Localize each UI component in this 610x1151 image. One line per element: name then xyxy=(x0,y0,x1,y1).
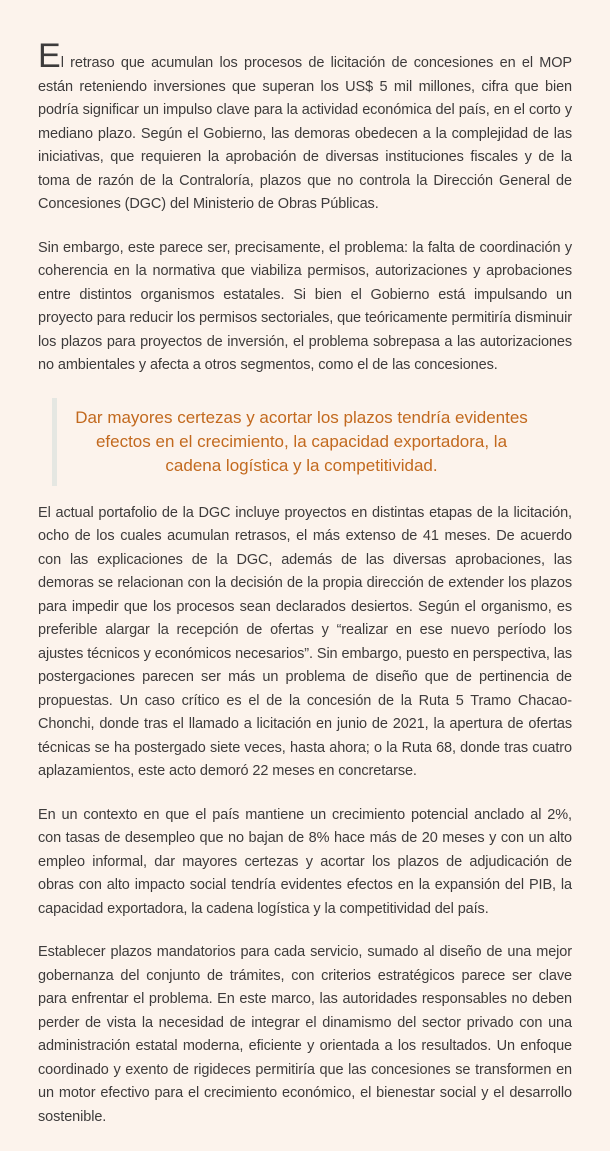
paragraph: Sin embargo, este parece ser, precisamente, el problema: la falta de coordinación y coherencia en la normativa que viabiliza permisos, autorizaciones y aprobaciones entre distintos organismos estatales. Si bien el Gobierno está impulsando un proyecto para reducir los permisos sectoriales, que teóricamente permitiría disminuir los plazos para proyectos de inversión, el problema sobrepasa a las autorizaciones no ambientales y afecta a otros segmentos, como el de las concesiones. xyxy=(38,239,572,373)
intro-paragraph-text: l retraso que acumulan los procesos de licitación de concesiones en el MOP están reteniendo inversiones que superan los US$ 5 mil millones, cifra que bien podría significar un impulso clave para la actividad económica del país, en el corto y mediano plazo. Según el Gobierno, las demoras obedecen a la complejidad de las iniciativas, que requieren la aprobación de diversas instituciones fiscales y de la toma de razón de la Contraloría, plazos que no controla la Dirección General de Concesiones (DGC) del Ministerio de Obras Públicas. xyxy=(38,55,572,212)
paragraph: El actual portafolio de la DGC incluye proyectos en distintas etapas de la licitación, ocho de los cuales acumulan retrasos, el más extenso de 41 meses. De acuerdo con las explicaciones de la DGC, además de las diversas aprobaciones, las demoras se relacionan con la decisión de la propia dirección de extender los plazos para impedir que los procesos sean declarados desiertos. Según el organismo, es preferible alargar la recepción de ofertas y “realizar en ese nuevo período los ajustes técnicos y económicos necesarios”. Sin embargo, puesto en perspectiva, las postergaciones parecen ser más un problema de diseño que de pertinencia de propuestas. Un caso crítico es el de la concesión de la Ruta 5 Tramo Chacao-Chonchi, donde tras el llamado a licitación en junio de 2021, la apertura de ofertas técnicas se ha postergado siete veces, hasta ahora; o la Ruta 68, donde tras cuatro aplazamientos, este acto demoró 22 meses en concretarse. xyxy=(38,504,572,779)
intro-paragraph xyxy=(38,37,572,217)
pull-quote xyxy=(52,398,552,486)
pull-quote-text: Dar mayores certezas y acortar los plazos tendría evidentes efectos en el crecimiento, la capacidad exportadora, la cadena logística y la competitividad. xyxy=(75,407,528,475)
paragraph: En un contexto en que el país mantiene un crecimiento potencial anclado al 2%, con tasas de desempleo que no bajan de 8% hace más de 20 meses y con un alto empleo informal, dar mayores certezas y acortar los plazos de adjudicación de obras con alto impacto social tendría evidentes efectos en la expansión del PIB, la capacidad exportadora, la cadena logística y la competitividad del país. xyxy=(38,806,572,917)
paragraph: Establecer plazos mandatorios para cada servicio, sumado al diseño de una mejor gobernanza del conjunto de trámites, con criterios estratégicos parece ser clave para enfrentar el problema. En este marco, las autoridades responsables no deben perder de vista la necesidad de integrar el dinamismo del sector privado con una administración estatal moderna, eficiente y orientada a los resultados. Un enfoque coordinado y exento de rigideces permitiría que las concesiones se transformen en un motor efectivo para el crecimiento económico, el bienestar social y el desarrollo sostenible. xyxy=(38,944,572,1125)
drop-cap: E xyxy=(38,37,61,75)
